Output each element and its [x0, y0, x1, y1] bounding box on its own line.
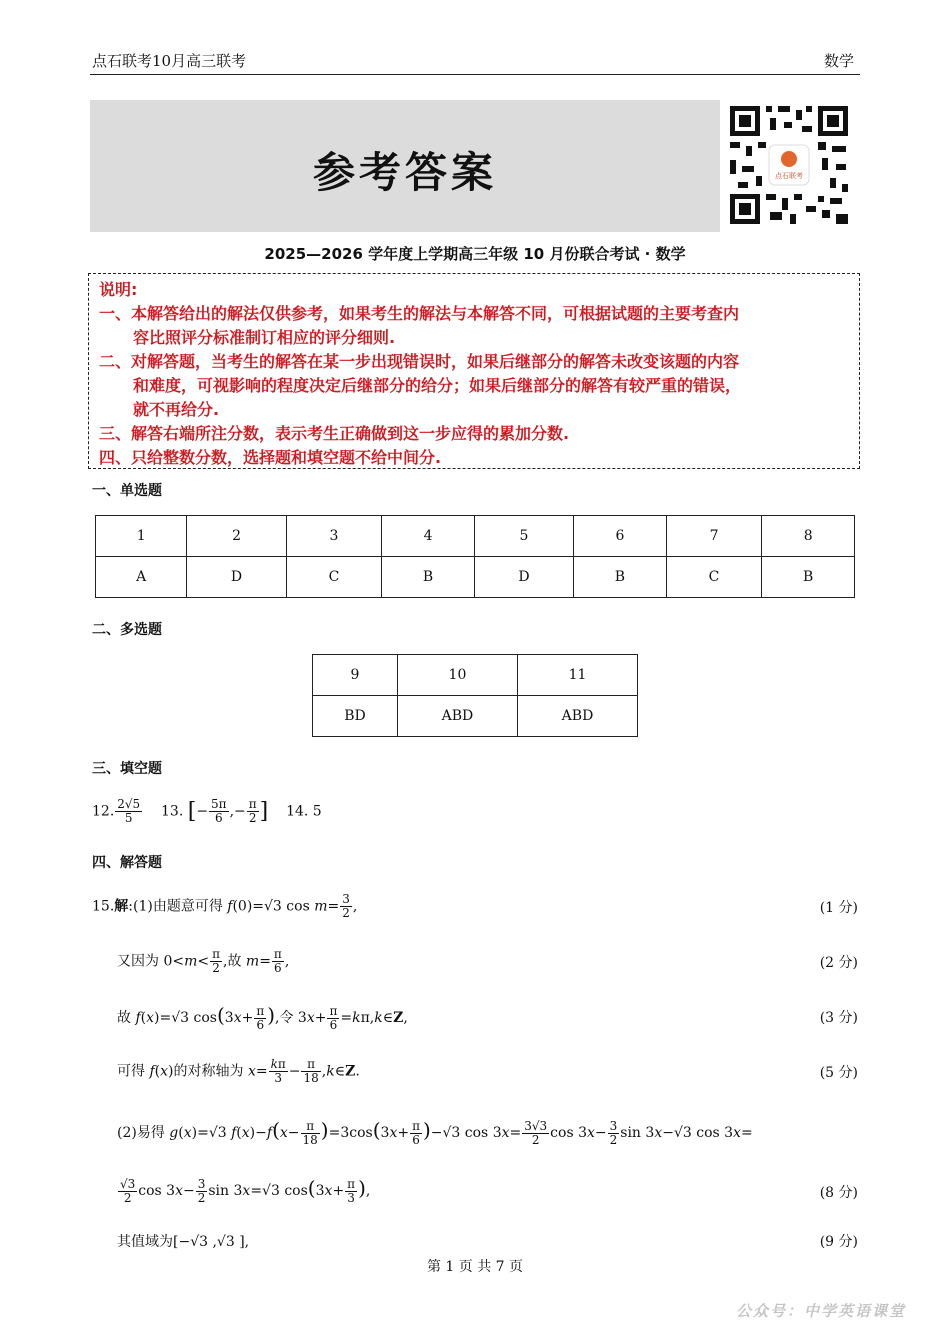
- q12-label: 12.: [92, 803, 115, 820]
- notice-item: 容比照评分标准制订相应的评分细则.: [133, 328, 396, 347]
- table-cell: B: [762, 557, 855, 598]
- solution-line: 又因为 0<m< $\frac{\pi}{2}$ ,故 m= $\frac{\pi}{6}$ ,: [117, 947, 290, 975]
- solution-line: 可得 f(x)的对称轴为 x= $\frac{k\pi}{3}$ − $\frac{\pi}{18}$ ,k∈Z.: [117, 1057, 360, 1085]
- table-cell: C: [286, 557, 382, 598]
- q13-fraction-b: [247, 798, 259, 825]
- score-mark: (1 分): [819, 900, 858, 916]
- table-cell: 9: [313, 655, 398, 696]
- score-mark: (9 分): [819, 1234, 858, 1250]
- notice-item: 三、解答右端所注分数，表示考生正确做到这一步应得的累加分数.: [99, 424, 570, 443]
- fill-blank-answers: 12. $\frac{2√5}{5}$ 13. [− $\frac{5\pi}{6}$ ,− $\frac{\pi}{2}$ ] 14. 5: [92, 797, 322, 825]
- header-divider: [90, 74, 860, 75]
- single-choice-table: [95, 515, 855, 598]
- solution-line: 15.解:(1)由题意可得 f(0)=√3 cos m= $\frac{3}{2}$ ,: [92, 892, 358, 920]
- q12-fraction: [115, 798, 142, 825]
- solution-line: (2)易得 g(x)=√3 f(x)−f(x− $\frac{\pi}{18}$ )=3cos(3x+ $\frac{\pi}{6}$ )−√3 cos 3x= $\frac{3√3}{2}$ cos 3x− $\frac{3}{2}$ sin 3x−√3 cos 3x=: [117, 1118, 753, 1147]
- fraction-numerator: 5π: [211, 797, 227, 811]
- qr-logo-text: 点石联考: [775, 172, 803, 180]
- page-footer: 第 1 页 共 7 页: [426, 1259, 524, 1275]
- q14-answer: 14. 5: [286, 803, 322, 820]
- score-mark: (5 分): [819, 1065, 858, 1081]
- table-cell: 6: [574, 516, 667, 557]
- watermark: 公众号：中学英语课堂: [735, 1302, 906, 1320]
- table-cell: 10: [397, 655, 517, 696]
- table-cell: 11: [517, 655, 637, 696]
- header-left: 点石联考10月高三联考: [92, 52, 247, 70]
- solution-line: $\frac{√3}{2}$ cos 3x− $\frac{3}{2}$ sin 3x=√3 cos(3x+ $\frac{\pi}{3}$ ),: [120, 1176, 371, 1205]
- table-cell: 2: [187, 516, 286, 557]
- score-mark: (8 分): [819, 1185, 858, 1201]
- table-cell: BD: [313, 696, 398, 737]
- section-multi-choice: 二、多选题: [92, 622, 162, 638]
- notice-item: 一、本解答给出的解法仅供参考，如果考生的解法与本解答不同，可根据试题的主要考查内: [99, 304, 740, 323]
- table-row: [313, 696, 638, 737]
- table-row: [96, 516, 855, 557]
- table-cell: 3: [286, 516, 382, 557]
- table-cell: D: [187, 557, 286, 598]
- table-cell: B: [382, 557, 475, 598]
- header-right: 数学: [823, 52, 854, 70]
- notice-item: 四、只给整数分数，选择题和填空题不给中间分.: [99, 448, 442, 467]
- solution-line: 故 f(x)=√3 cos(3x+ $\frac{\pi}{6}$ ),令 3x+ $\frac{\pi}{6}$ =kπ,k∈Z,: [117, 1003, 408, 1032]
- qr-code: [726, 102, 852, 228]
- table-row: [96, 557, 855, 598]
- table-cell: C: [666, 557, 762, 598]
- score-mark: (2 分): [819, 955, 858, 971]
- table-cell: 4: [382, 516, 475, 557]
- q13-fraction-a: [209, 798, 229, 825]
- notice-item: 就不再给分.: [133, 400, 220, 419]
- notice-box: [88, 273, 860, 469]
- section-fill-blank: 三、填空题: [92, 761, 162, 777]
- page-title: 参考答案: [312, 148, 497, 197]
- table-cell: 1: [96, 516, 187, 557]
- table-cell: B: [574, 557, 667, 598]
- solution-line: 其值域为[−√3 ,√3 ],: [117, 1234, 250, 1250]
- table-row: [313, 655, 638, 696]
- table-cell: ABD: [517, 696, 637, 737]
- section-single-choice: 一、单选题: [92, 483, 162, 499]
- notice-item: 二、对解答题，当考生的解答在某一步出现错误时，如果后继部分的解答未改变该题的内容: [99, 352, 740, 371]
- fraction-denominator: 2: [248, 811, 257, 825]
- score-mark: (3 分): [819, 1010, 858, 1026]
- table-cell: 7: [666, 516, 762, 557]
- multi-choice-table: [312, 654, 638, 737]
- fraction-numerator: π: [248, 797, 257, 811]
- title-banner: [90, 100, 720, 232]
- fraction-denominator: 6: [214, 811, 223, 825]
- table-cell: D: [474, 557, 573, 598]
- q13-label: 13.: [161, 803, 184, 820]
- section-solutions: 四、解答题: [92, 855, 162, 871]
- table-cell: ABD: [397, 696, 517, 737]
- notice-title: 说明:: [99, 280, 138, 299]
- table-cell: 8: [762, 516, 855, 557]
- qr-code-icon: [726, 102, 852, 228]
- table-cell: 5: [474, 516, 573, 557]
- fraction-numerator: 2√5: [117, 797, 141, 811]
- notice-item: 和难度，可视影响的程度决定后继部分的给分；如果后继部分的解答有较严重的错误，: [133, 376, 742, 395]
- table-cell: A: [96, 557, 187, 598]
- exam-subtitle: 2025—2026 学年度上学期高三年级 10 月份联合考试 · 数学: [264, 245, 686, 263]
- fraction-denominator: 5: [124, 811, 133, 825]
